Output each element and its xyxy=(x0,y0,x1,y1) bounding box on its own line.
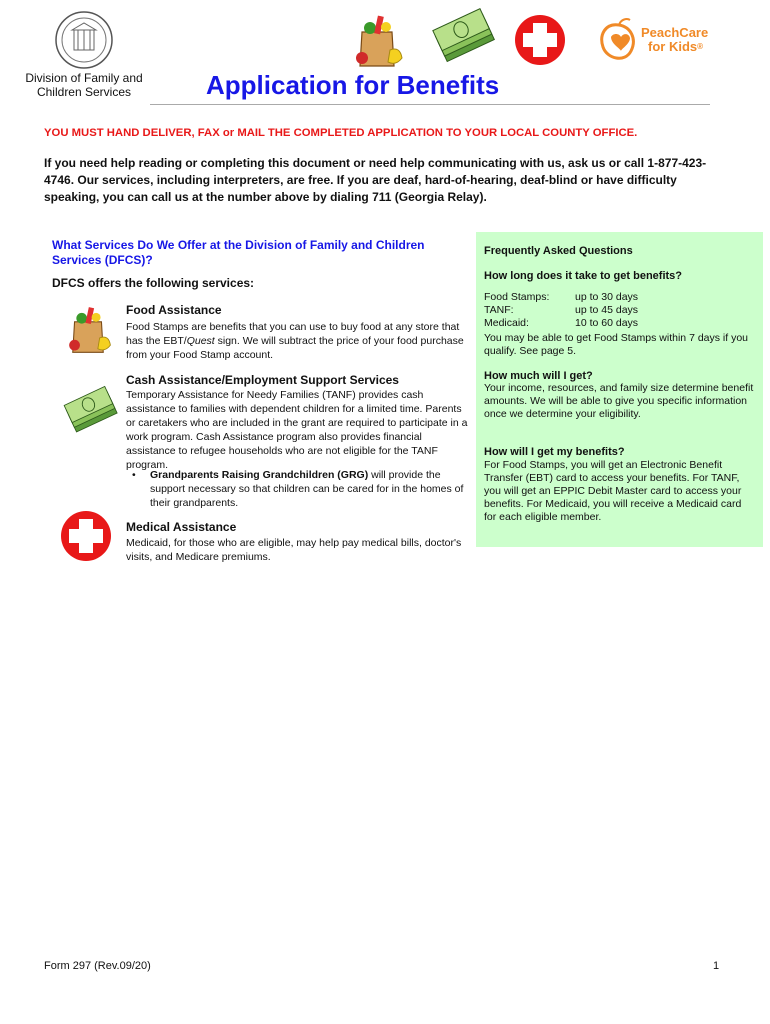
georgia-seal-icon xyxy=(54,10,114,70)
cash-assistance-body: Temporary Assistance for Needy Families (TANF) provides cash assistance to families with dependent children for a limited time. Parents or caretakers who are included in the grant are required to participate in a work program. Cash Assistance program also provides financial assistance to refugee households who are not eligible for the TANF program. xyxy=(126,389,468,471)
faq-answer-amount: Your income, resources, and family size determine benefit amounts. We will be able to give you specific information once we determine your eligibility. xyxy=(484,382,754,420)
peachcare-line1: PeachCare xyxy=(641,25,709,40)
delivery-notice: YOU MUST HAND DELIVER, FAX or MAIL THE COMPLETED APPLICATION TO YOUR LOCAL COUNTY OFFICE. xyxy=(44,127,638,139)
peachcare-logo xyxy=(597,17,707,75)
money-stack-icon xyxy=(428,8,500,64)
medical-cross-icon xyxy=(60,510,112,562)
food-assistance-title: Food Assistance xyxy=(126,303,222,317)
faq-title: Frequently Asked Questions xyxy=(484,245,633,257)
faq-question-delivery: How will I get my benefits? xyxy=(484,446,625,458)
processing-time-row: TANF: up to 45 days xyxy=(484,304,639,316)
peachcare-line2: for Kids xyxy=(648,39,698,54)
services-heading: What Services Do We Offer at the Division of Family and Children Services (DFCS)? xyxy=(52,238,425,267)
faq-answer-delivery: For Food Stamps, you will get an Electronic Benefit Transfer (EBT) card to access your benefits. For TANF, you will get an EPPIC Debit Master card to access your benefits. For Medicaid, you will receive a Medicaid card for each eligible member. xyxy=(484,459,742,523)
processing-time-row: Medicaid: 10 to 60 days xyxy=(484,317,639,329)
services-intro: DFCS offers the following services: xyxy=(52,276,255,290)
form-number: Form 297 (Rev.09/20) xyxy=(44,960,151,972)
medical-cross-icon xyxy=(514,14,566,66)
grg-list-item xyxy=(132,468,475,510)
page-title: Application for Benefits xyxy=(206,70,500,100)
medical-assistance-body: Medicaid, for those who are eligible, may help pay medical bills, doctor's visits, and Medicare premiums. xyxy=(126,537,462,563)
grg-program-name: Grandparents Raising Grandchildren (GRG) xyxy=(150,469,369,481)
money-stack-icon xyxy=(60,385,122,435)
grg-description: will provide the support necessary so that children can be cared for in the homes of their grandparents. xyxy=(150,469,464,509)
bullet: • xyxy=(132,469,136,481)
medical-assistance-title: Medical Assistance xyxy=(126,520,237,534)
processing-time-row: Food Stamps: up to 30 days xyxy=(484,291,639,303)
title-divider xyxy=(150,104,710,105)
faq-timing-note: You may be able to get Food Stamps within 7 days if you qualify. See page 5. xyxy=(484,332,749,357)
division-name: Division of Family and Children Services xyxy=(25,71,143,99)
processing-times-table xyxy=(484,291,754,330)
peachcare-registered-mark: ® xyxy=(697,42,704,51)
faq-question-timing: How long does it take to get benefits? xyxy=(484,270,683,282)
food-assistance-body: Food Stamps are benefits that you can use to buy food at any store that has the EBT/Quest sign. We will subtract the price of your food purchase from your Food Stamp account. xyxy=(126,321,464,361)
cash-assistance-title: Cash Assistance/Employment Support Services xyxy=(126,373,399,387)
faq-question-amount: How much will I get? xyxy=(484,370,593,382)
grocery-bag-icon xyxy=(62,300,114,358)
help-paragraph: If you need help reading or completing this document or need help communicating with us, ask us or call 1-877-423-4746. Our services, including interpreters, are free. If you are deaf, hard-of-hearing, deaf-blind or have difficulty speaking, you can call us at the number above by dialing 711 (Georgia Relay). xyxy=(44,156,707,204)
grocery-bag-icon xyxy=(348,10,406,70)
page-number: 1 xyxy=(713,960,720,972)
